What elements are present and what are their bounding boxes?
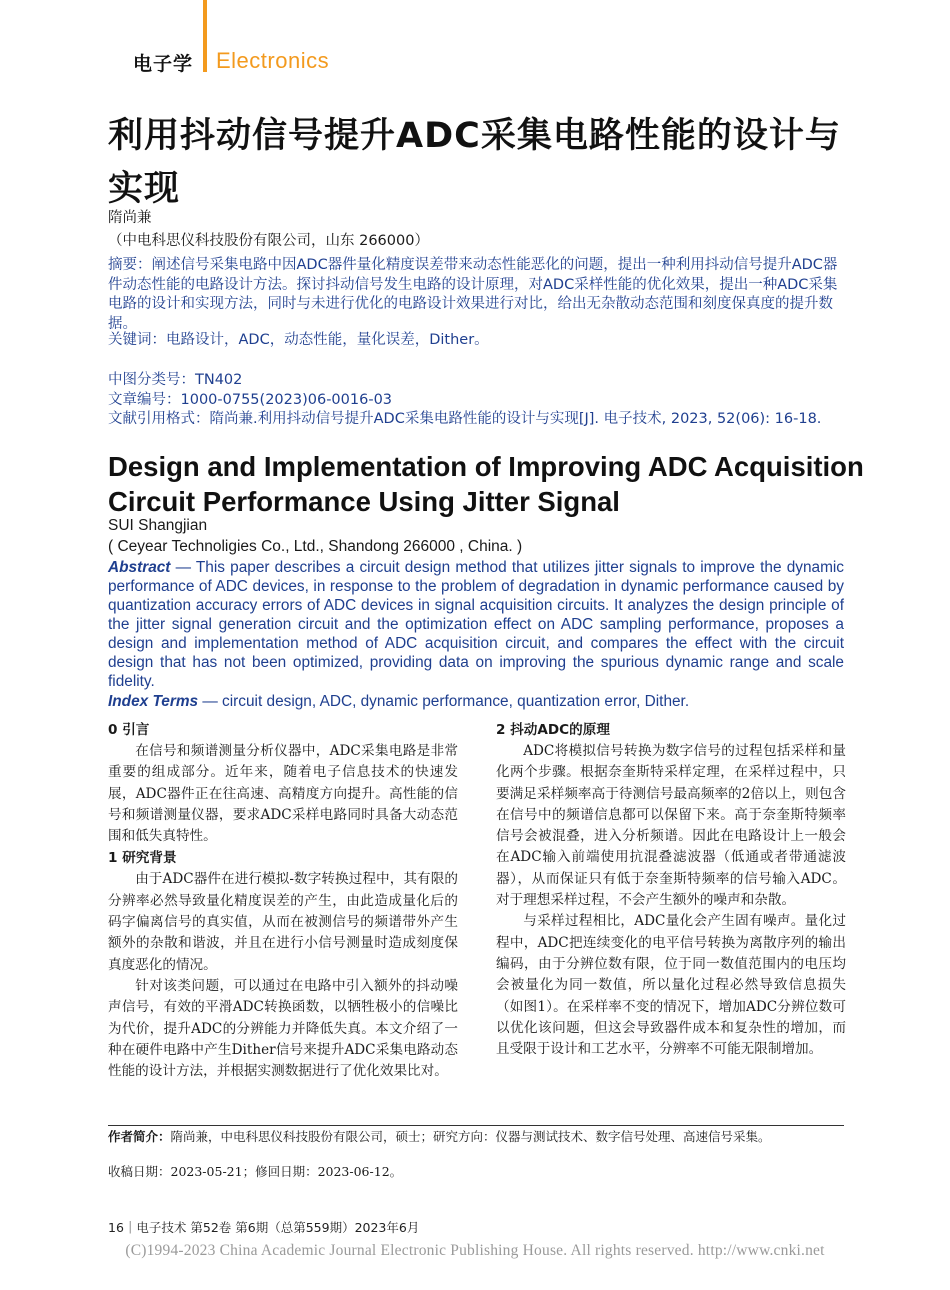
author-cn: 隋尚兼 (108, 210, 152, 226)
paragraph: 在信号和频谱测量分析仪器中，ADC采集电路是非常重要的组成部分。近年来，随着电子信息技术的快速发展，ADC器件正在往高速、高精度方向提升。高性能的信号和频谱测量仪器，要求ADC采样电路同时具备大动态范围和低失真特性。 (108, 743, 458, 845)
citation-format: 文献引用格式：隋尚兼.利用抖动信号提升ADC采集电路性能的设计与实现[J]. 电子技术, 2023, 52(06): 16-18. (108, 411, 822, 427)
footnote-divider (108, 1125, 844, 1126)
keywords-en-text: — circuit design, ADC, dynamic performance, quantization error, Dither. (198, 693, 690, 710)
keywords-en-label: Index Terms (108, 693, 199, 710)
section-heading: 2 抖动ADC的原理 (496, 722, 610, 738)
copyright-watermark: (C)1994-2023 China Academic Journal Electronic Publishing House. All rights reserved. http://www.cnki.net (125, 1242, 825, 1259)
keywords-en (108, 692, 844, 711)
section-heading: 1 研究背景 (108, 850, 177, 867)
abstract-en-label: Abstract (108, 559, 171, 576)
keywords-cn-label: 关键词： (108, 332, 166, 348)
section-label-en: Electronics (216, 48, 330, 73)
paragraph: ADC将模拟信号转换为数字信号的过程包括采样和量化两个步骤。根据奈奎斯特采样定理，在采样过程中，只要满足采样频率高于待测信号最高频率的2倍以上，则包含在信号中的频谱信息都可以保留下来。高于奈奎斯特频率信号会被混叠，进入分析频谱。因此在电路设计上一般会在ADC输入前端使用抗混叠滤波器（低通或者带通滤波器），从而保证只有低于奈奎斯特频率的信号输入ADC。对于理想采样过程，不会产生额外的噪声和杂散。 (496, 743, 846, 909)
clc-number: 中图分类号：TN402 (108, 372, 243, 388)
paper-title-en: Design and Implementation of Improving ADC Acquisition Circuit Performance Using Jitter Signal (108, 451, 864, 517)
section-label-cn: 电子学 (133, 53, 194, 75)
abstract-cn-label: 摘要： (108, 257, 152, 273)
abstract-cn-text: 阐述信号采集电路中因ADC器件量化精度误差带来动态性能恶化的问题，提出一种利用抖动信号提升ADC器件动态性能的电路设计方法。探讨抖动信号发生电路的设计原理，对ADC采样性能的优化效果，提出一种ADC采集电路的设计和实现方法，同时与未进行优化的电路设计效果进行对比，给出无杂散动态范围和刻度保真度的提升数据。 (108, 257, 838, 332)
body-column-left (108, 719, 458, 1082)
author-en: SUI Shangjian (108, 517, 208, 534)
paragraph: 针对该类问题，可以通过在电路中引入额外的抖动噪声信号，有效的平滑ADC转换函数，以牺牲极小的信噪比为代价，提升ADC的分辨能力并降低失真。本文介绍了一种在硬件电路中产生Dither信号来提升ADC采集电路动态性能的设计方法，并根据实测数据进行了优化效果比对。 (108, 977, 458, 1080)
author-bio-text: 隋尚兼，中电科思仪科技股份有限公司，硕士；研究方向：仪器与测试技术、数字信号处理、高速信号采集。 (170, 1129, 771, 1144)
paper-title-cn: 利用抖动信号提升ADC采集电路性能的设计与实现 (108, 116, 841, 209)
article-number: 文章编号：1000-0755(2023)06-0016-03 (108, 391, 393, 408)
classification-info (108, 371, 844, 430)
header-accent-bar (203, 0, 207, 72)
page-footer: 16｜电子技术 第52卷 第6期（总第559期）2023年6月 (108, 1220, 420, 1235)
received-dates: 收稿日期：2023-05-21；修回日期：2023-06-12。 (108, 1164, 403, 1179)
author-bio (108, 1128, 844, 1145)
section-heading: 0 引言 (108, 722, 150, 738)
paragraph: 与采样过程相比，ADC量化会产生固有噪声。量化过程中，ADC把连续变化的电平信号转换为离散序列的输出编码，由于分辨位数有限，位于同一数值范围内的电压均会被量化为同一数值，所以量化过程必然导致信息损失（如图1）。在采样率不变的情况下，增加ADC分辨位数可以优化该问题，但这会导致器件成本和复杂性的增加，而且受限于设计和工艺水平，分辨率不可能无限制增加。 (496, 913, 846, 1058)
abstract-cn (108, 256, 844, 334)
body-column-right (496, 719, 846, 1060)
abstract-en (108, 558, 844, 691)
keywords-cn (108, 331, 844, 351)
abstract-en-text: — This paper describes a circuit design method that utilizes jitter signals to improve the dynamic performance of ADC devices, in response to the problem of degradation in dynamic performance caused by quantization accuracy errors of ADC devices in signal acquisition circuits. It analyzes the design principle of the jitter signal generation circuit and the optimization effect on ADC sampling performance, proposes a design and implementation method of ADC acquisition circuit, and compares the effect with the circuit design that has not been optimized, providing data on improving the spurious dynamic range and scale fidelity. (108, 559, 844, 690)
affiliation-cn: （中电科思仪科技股份有限公司，山东 266000） (108, 233, 429, 249)
author-bio-label: 作者简介： (108, 1129, 171, 1144)
affiliation-en: ( Ceyear Technoligies Co., Ltd., Shandong 266000 , China. ) (108, 538, 523, 555)
keywords-cn-text: 电路设计，ADC，动态性能，量化误差，Dither。 (166, 332, 489, 348)
paragraph: 由于ADC器件在进行模拟-数字转换过程中，其有限的分辨率必然导致量化精度误差的产生，由此造成量化后的码字偏离信号的真实值，从而在被测信号的频谱带外产生额外的杂散和谐波，并且在进行小信号测量时造成刻度保真度恶化的情况。 (108, 871, 458, 973)
